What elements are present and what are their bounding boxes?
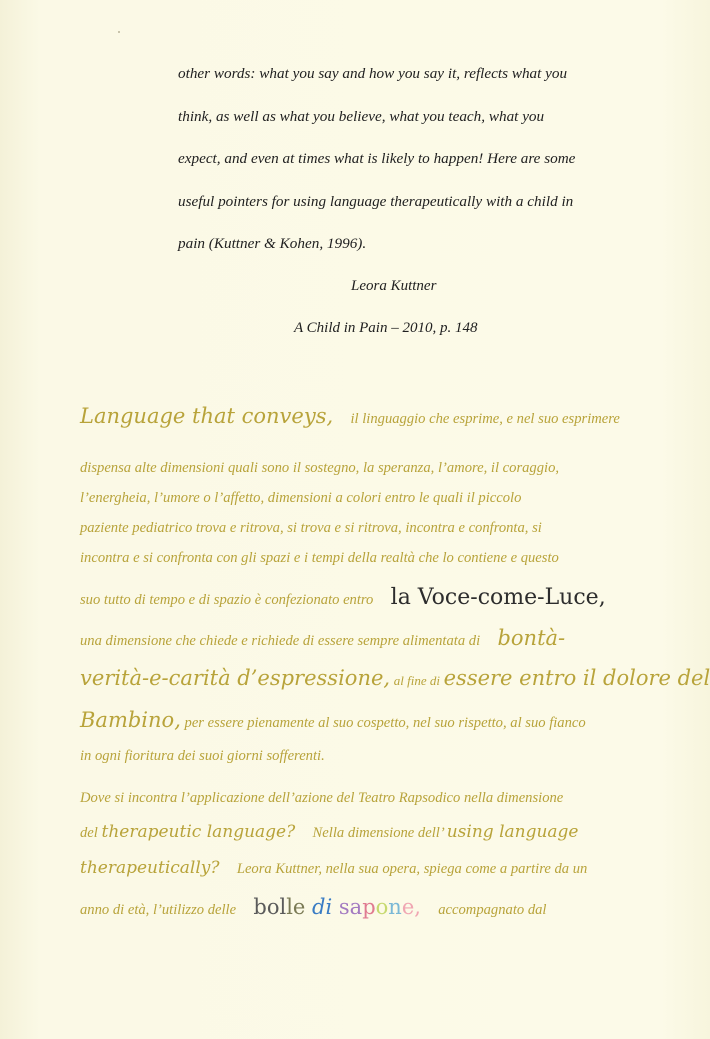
emphasis-phrase: verità-e-carità d’espressione, (80, 666, 391, 690)
bolle-fragment: p (362, 895, 376, 919)
bolle-fragment: n (388, 895, 402, 919)
body-text: Nella dimensione dell’ (312, 825, 444, 841)
paper-speck (118, 31, 120, 33)
quote-block (178, 64, 598, 277)
bolle-fragment: o (375, 895, 389, 919)
body-line-2: dispensa alte dimensioni quali sono il sostegno, la speranza, l’amore, il coraggio, (80, 460, 560, 476)
quote-line: think, as well as what you believe, what you teach, what you (178, 107, 545, 125)
quote-line: useful pointers for using language therapeutically with a child in (178, 192, 574, 210)
body-line-11: Dove si incontra l’applicazione dell’azione del Teatro Rapsodico nella dimensione (80, 790, 564, 806)
voce-come-luce-phrase: la Voce-come-Luce, (390, 585, 606, 610)
heading-phrase: Language that conveys, (80, 404, 334, 428)
bolle-fragment: le (286, 895, 306, 919)
emphasis-phrase: using language (446, 822, 579, 842)
body-line-10: in ogni fioritura dei suoi giorni sofferenti. (80, 748, 325, 764)
body-line-5: incontra e si confronta con gli spazi e i tempi della realtà che lo contiene e questo (80, 550, 559, 566)
body-line-9 (80, 708, 586, 732)
body-line-7 (80, 626, 565, 650)
emphasis-phrase: therapeutically? (80, 858, 220, 878)
bolle-fragment: e, (401, 895, 421, 919)
quote-author: Leora Kuttner (351, 278, 437, 294)
body-text: del (80, 825, 98, 841)
bolle-fragment: di (312, 895, 333, 919)
quote-line: other words: what you say and how you say it, reflects what you (178, 65, 568, 82)
quote-line: pain (Kuttner & Kohen, 1996). (178, 235, 367, 252)
body-line-6 (80, 585, 606, 610)
body-text: il linguaggio che esprime, e nel suo esprimere (350, 411, 620, 427)
body-line-14 (80, 895, 546, 919)
body-text: suo tutto di tempo e di spazio è confezionato entro (80, 592, 374, 608)
body-text: per essere pienamente al suo cospetto, nel suo rispetto, al suo fianco (184, 715, 586, 731)
body-text: Leora Kuttner, nella sua opera, spiega come a partire da un (236, 861, 588, 877)
bolle-di-sapone-phrase (253, 895, 421, 919)
body-text: anno di età, l’utilizzo delle (80, 902, 237, 918)
body-text: al fine di (393, 673, 440, 688)
emphasis-phrase: essere entro il dolore del (443, 666, 710, 690)
body-line-13 (80, 858, 587, 878)
bolle-fragment: bol (253, 895, 287, 919)
bolle-fragment: sa (338, 895, 363, 919)
body-line-12 (80, 822, 579, 842)
emphasis-phrase: therapeutic language? (101, 822, 296, 842)
body-text: una dimensione che chiede e richiede di essere sempre alimentata di (80, 633, 481, 649)
body-line-3: l’energheia, l’umore o l’affetto, dimensioni a colori entro le quali il piccolo (80, 490, 522, 506)
emphasis-phrase: bontà- (497, 626, 566, 650)
quote-line: expect, and even at times what is likely to happen! Here are some (178, 150, 576, 167)
body-line-4: paziente pediatrico trova e ritrova, si trova e si ritrova, incontra e confronta, si (80, 520, 542, 536)
body-line-8 (80, 666, 710, 690)
emphasis-phrase: Bambino, (80, 708, 181, 732)
body-text: accompagnato dal (438, 902, 547, 918)
body-line-1 (80, 404, 620, 428)
quote-source: A Child in Pain – 2010, p. 148 (294, 320, 478, 336)
